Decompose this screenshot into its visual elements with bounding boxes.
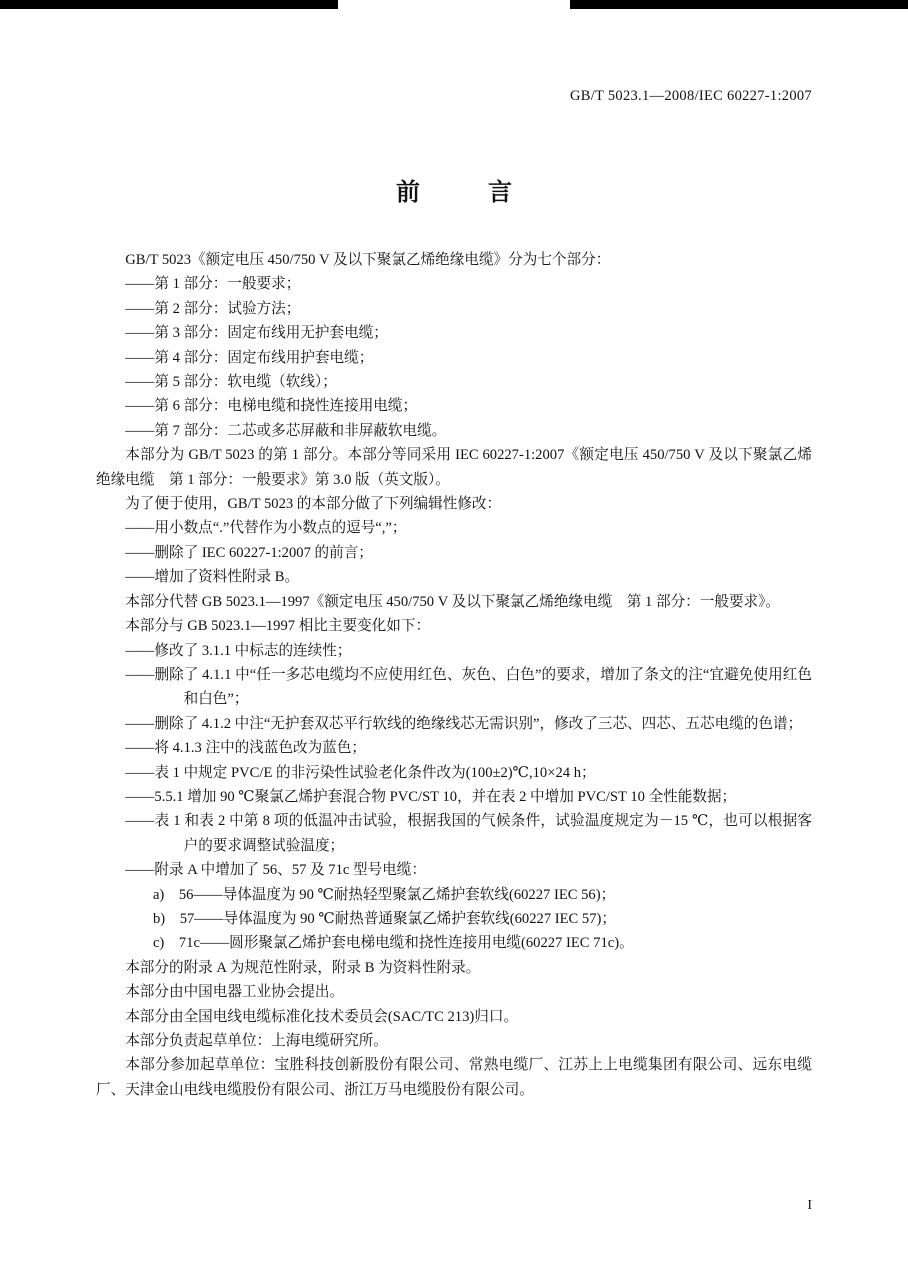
list-item: ——用小数点“.”代替作为小数点的逗号“,”； (125, 520, 407, 537)
list-item: ——第 2 部分：试验方法； (125, 300, 301, 317)
registration-mark-left (0, 0, 338, 9)
document-body (96, 248, 812, 1102)
replacement-paragraph: 本部分代替 GB 5023.1—1997《额定电压 450/750 V 及以下聚氯乙烯绝缘电缆 第 1 部分：一般要求》。 (125, 593, 781, 610)
closing-paragraph: 本部分负责起草单位：上海电缆研究所。 (125, 1033, 388, 1049)
list-item: c) 71c——圆形聚氯乙烯护套电梯电缆和挠性连接用电缆(60227 IEC 71c)。 (152, 935, 634, 952)
closing-paragraph: 本部分由全国电线电缆标准化技术委员会(SAC/TC 213)归口。 (125, 1008, 519, 1025)
page-title: 前 言 (396, 177, 534, 206)
changes-intro-paragraph: 本部分与 GB 5023.1—1997 相比主要变化如下： (125, 618, 431, 635)
list-item: ——删除了 4.1.1 中“任一多芯电缆均不应使用红色、灰色、白色”的要求，增加了条文的注“宜避免使用红色和白色”； (125, 666, 812, 708)
adoption-paragraph: 本部分为 GB/T 5023 的第 1 部分。本部分等同采用 IEC 60227-1:2007《额定电压 450/750 V 及以下聚氯乙烯绝缘电缆 第 1 部分：一般要求》第 3.0 版（英文版）。 (96, 447, 812, 488)
list-item: ——删除了 IEC 60227-1:2007 的前言； (125, 544, 373, 561)
list-item: b) 57——导体温度为 90 ℃耐热普通聚氯乙烯护套软线(60227 IEC 57)； (152, 910, 616, 927)
list-item: a) 56——导体温度为 90 ℃耐热轻型聚氯乙烯护套软线(60227 IEC 56)； (152, 886, 616, 903)
list-item: ——表 1 中规定 PVC/E 的非污染性试验老化条件改为(100±2)℃,10×24 h； (125, 764, 596, 781)
page-number: I (807, 1198, 812, 1213)
closing-paragraph: 本部分参加起草单位：宝胜科技创新股份有限公司、常熟电缆厂、江苏上上电缆集团有限公司、远东电缆厂、天津金山电线电缆股份有限公司、浙江万马电缆股份有限公司。 (96, 1057, 812, 1098)
list-item: ——第 7 部分：二芯或多芯屏蔽和非屏蔽软电缆。 (125, 422, 447, 439)
list-item: ——5.5.1 增加 90 ℃聚氯乙烯护套混合物 PVC/ST 10，并在表 2 中增加 PVC/ST 10 全性能数据； (125, 788, 737, 805)
list-item: ——第 3 部分：固定布线用无护套电缆； (125, 325, 388, 342)
list-item: ——删除了 4.1.2 中注“无护套双芯平行软线的绝缘线芯无需识别”，修改了三芯、四芯、五芯电缆的色谱； (125, 715, 803, 732)
list-item: ——将 4.1.3 注中的浅蓝色改为蓝色； (125, 740, 367, 757)
editorial-intro-paragraph: 为了便于使用，GB/T 5023 的本部分做了下列编辑性修改： (125, 496, 502, 513)
list-item: ——第 6 部分：电梯电缆和挠性连接用电缆； (125, 398, 418, 415)
closing-paragraph: 本部分的附录 A 为规范性附录，附录 B 为资料性附录。 (125, 959, 481, 976)
list-item: ——表 1 和表 2 中第 8 项的低温冲击试验，根据我国的气候条件，试验温度规定为－15 ℃，也可以根据客户的要求调整试验温度； (125, 813, 812, 854)
intro-paragraph: GB/T 5023《额定电压 450/750 V 及以下聚氯乙烯绝缘电缆》分为七个部分： (125, 252, 611, 268)
list-item: ——修改了 3.1.1 中标志的连续性； (125, 642, 352, 659)
list-item: ——第 5 部分：软电缆（软线）； (125, 374, 337, 391)
list-item: ——第 1 部分：一般要求； (125, 276, 301, 293)
list-item: ——增加了资料性附录 B。 (125, 569, 300, 586)
closing-paragraph: 本部分由中国电器工业协会提出。 (125, 984, 345, 1001)
page-header-standard-code: GB/T 5023.1—2008/IEC 60227-1:2007 (569, 88, 812, 104)
list-item: ——第 4 部分：固定布线用护套电缆； (125, 349, 374, 366)
list-item: ——附录 A 中增加了 56、57 及 71c 型号电缆： (125, 862, 426, 879)
registration-mark-right (570, 0, 908, 9)
